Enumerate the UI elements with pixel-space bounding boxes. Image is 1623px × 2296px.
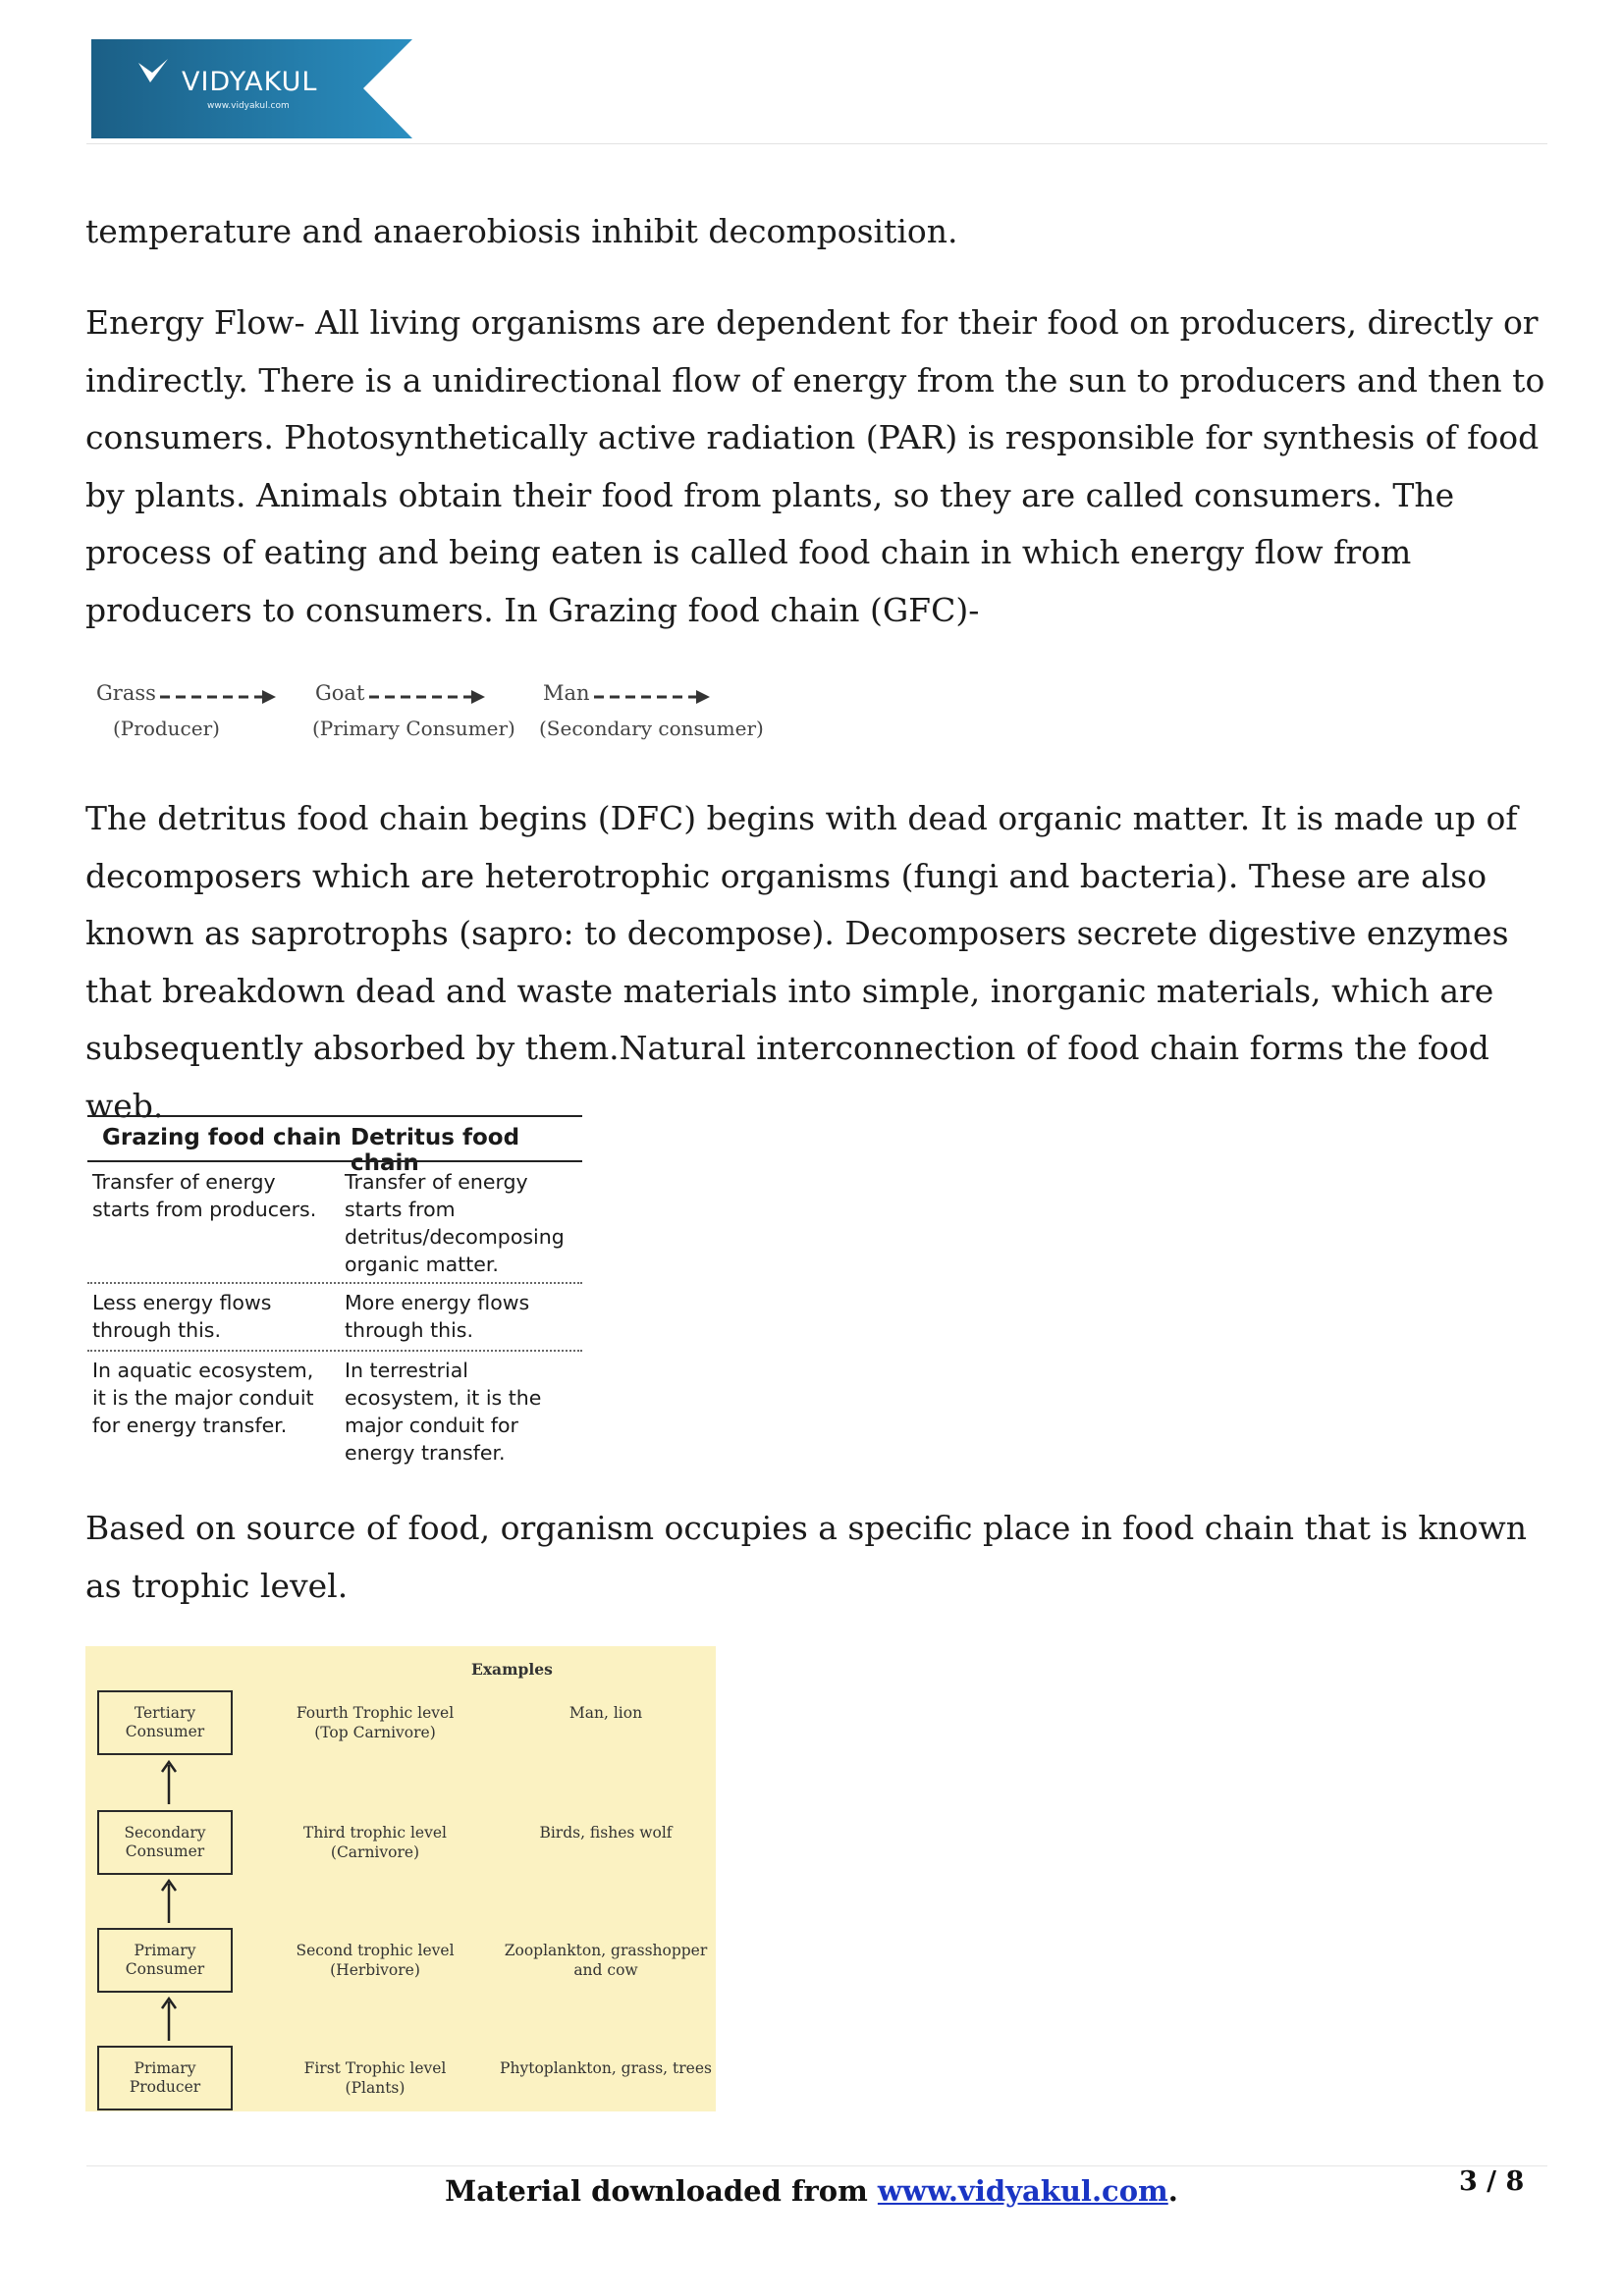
dashed-arrow-icon xyxy=(594,689,712,705)
paragraph-decomposition-end: temperature and anaerobiosis inhibit decomposition. xyxy=(85,212,958,250)
up-arrow-icon xyxy=(157,1759,181,1806)
grazing-food-chain-diagram xyxy=(91,677,779,746)
footer-divider xyxy=(86,2165,1547,2166)
chain-node-role: (Producer) xyxy=(113,717,220,740)
chain-node-name: Man xyxy=(543,681,590,705)
chain-node-role: (Primary Consumer) xyxy=(312,717,515,740)
trophic-example: Birds, fishes wolf xyxy=(539,1824,673,1842)
trophic-level-diagram xyxy=(85,1646,716,2111)
table-cell: More energy flows through this. xyxy=(345,1291,530,1342)
table-cell: Less energy flows through this. xyxy=(92,1291,272,1342)
footer-link[interactable]: www.vidyakul.com xyxy=(877,2174,1168,2208)
paragraph-energy-flow: Energy Flow- All living organisms are dependent for their food on producers, directly or indirectly. There is a unidirectional flow of energy from the sun to producers and then to consumers. Photosynthetically active radiation (PAR) is responsible for synthesis of food by plants. Animals obtain their food from plants, so they are called consumers. The process of eating and being eaten is called food chain in which energy flow from producers to consumers. In Grazing food chain (GFC)- xyxy=(85,303,1545,629)
dashed-arrow-icon xyxy=(160,689,278,705)
table-header-detritus: Detritus food chain xyxy=(351,1125,520,1176)
trophic-level-label: Fourth Trophic level (Top Carnivore) xyxy=(296,1704,455,1741)
trophic-box-secondary: Secondary Consumer xyxy=(97,1810,233,1875)
examples-heading: Examples xyxy=(471,1660,553,1679)
table-cell: Transfer of energy starts from detritus/decomposing organic matter. xyxy=(345,1170,565,1276)
header-divider xyxy=(86,143,1547,144)
trophic-example: Zooplankton, grasshopper and cow xyxy=(504,1942,708,1979)
trophic-box-tertiary: Tertiary Consumer xyxy=(97,1690,233,1755)
table-header-grazing: Grazing food chain xyxy=(102,1125,342,1150)
table-header-rule xyxy=(87,1160,582,1162)
up-arrow-icon xyxy=(157,1996,181,2043)
up-arrow-icon xyxy=(157,1878,181,1925)
trophic-example: Phytoplankton, grass, trees xyxy=(500,2059,712,2077)
footer-credit xyxy=(0,2174,1623,2208)
table-cell: Transfer of energy starts from producers. xyxy=(92,1170,317,1221)
chain-node-role: (Secondary consumer) xyxy=(539,717,764,740)
paragraph-trophic-level: Based on source of food, organism occupies a specific place in food chain that is known as trophic level. xyxy=(85,1509,1527,1605)
chain-node-name: Grass xyxy=(96,681,156,705)
footer-suffix: . xyxy=(1167,2174,1178,2208)
vidyakul-logo[interactable] xyxy=(91,39,412,138)
logo-text: VIDYAKUL xyxy=(182,67,318,97)
dashed-arrow-icon xyxy=(369,689,487,705)
row-divider xyxy=(87,1350,582,1352)
chain-node-name: Goat xyxy=(315,681,365,705)
table-cell: In aquatic ecosystem, it is the major conduit for energy transfer. xyxy=(92,1359,314,1437)
trophic-box-primary-consumer: Primary Consumer xyxy=(97,1928,233,1993)
trophic-level-label: Second trophic level (Herbivore) xyxy=(296,1942,455,1979)
row-divider xyxy=(87,1282,582,1284)
food-chain-comparison-table xyxy=(87,1107,582,1480)
trophic-example: Man, lion xyxy=(568,1704,643,1722)
trophic-level-label: Third trophic level (Carnivore) xyxy=(303,1824,447,1861)
table-top-rule xyxy=(87,1115,582,1117)
logo-url-text: www.vidyakul.com xyxy=(207,101,290,111)
trophic-level-label: First Trophic level (Plants) xyxy=(303,2059,447,2097)
footer-prefix: Material downloaded from xyxy=(445,2174,878,2208)
trophic-box-producer: Primary Producer xyxy=(97,2046,233,2110)
paragraph-detritus-food-chain: The detritus food chain begins (DFC) begins with dead organic matter. It is made up of decomposers which are heterotrophic organisms (fungi and bacteria). These are also known as saprotrophs (sapro: to decompose). Decomposers secrete digestive enzymes that breakdown dead and waste materials into simple, inorganic materials, which are subsequently absorbed by them.Natural interconnection of food chain forms the food web. xyxy=(85,799,1518,1125)
table-cell: In terrestrial ecosystem, it is the major conduit for energy transfer. xyxy=(345,1359,542,1465)
page-number: 3 / 8 xyxy=(1459,2166,1525,2197)
